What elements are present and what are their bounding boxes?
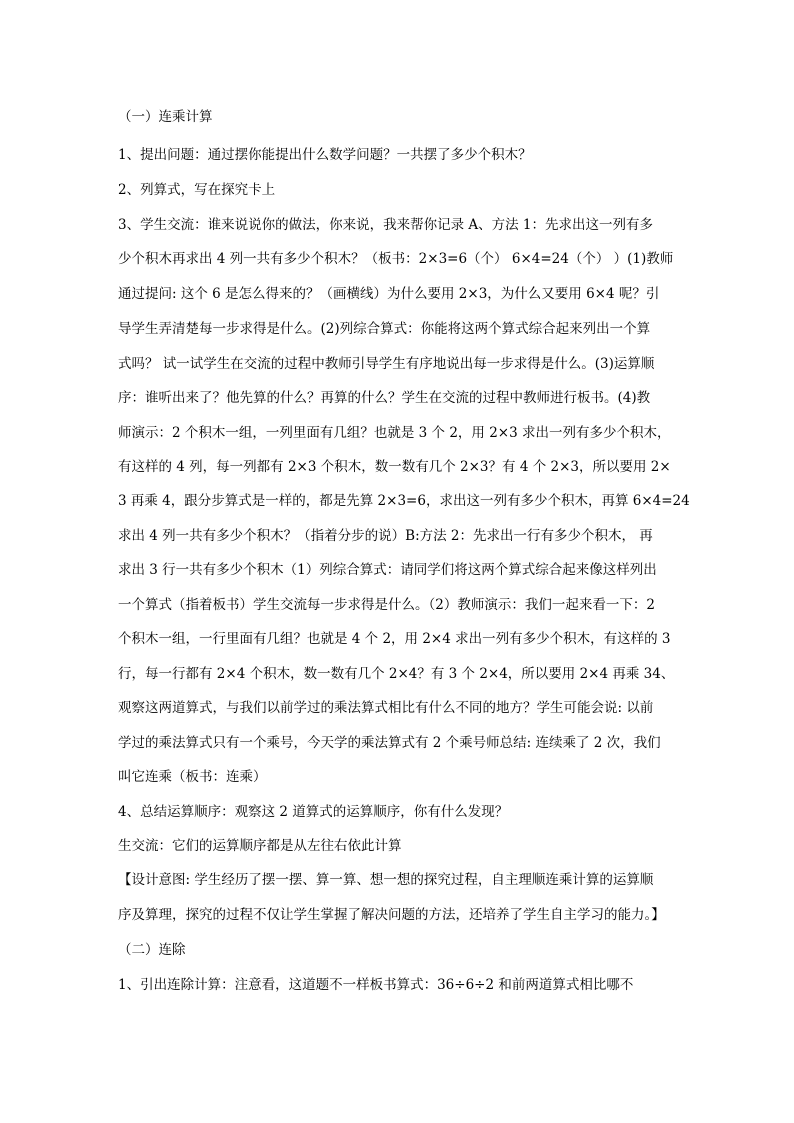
paragraph-line: 3、学生交流：谁来说说你的做法，你来说，我来帮你记录 A、方法 1：先求出这一列有多 <box>118 217 654 233</box>
section-heading: （二）连除 <box>118 942 186 958</box>
paragraph-line: 求出 4 列一共有多少个积木？（指着分步的说）B:方法 2：先求出一行有多少个积木， 再 <box>118 528 653 544</box>
paragraph-line: 生交流：它们的运算顺序都是从左往右依此计算 <box>118 838 402 854</box>
paragraph-line: 4、总结运算顺序：观察这 2 道算式的运算顺序，你有什么发现？ <box>118 804 509 820</box>
paragraph-line: 观察这两道算式，与我们以前学过的乘法算式相比有什么不同的地方？学生可能会说: 以前 <box>118 700 654 716</box>
paragraph-line: 1、引出连除计算：注意看，这道题不一样板书算式：36÷6÷2 和前两道算式相比哪不 <box>118 977 634 993</box>
design-intent-line: 序及算理，探究的过程不仅让学生掌握了解决问题的方法，还培养了学生自主学习的能力。】 <box>118 907 665 923</box>
paragraph-line: 1、提出问题：通过摆你能提出什么数学问题？一共摆了多少个积木？ <box>118 147 532 163</box>
paragraph-line: 学过的乘法算式只有一个乘号，今天学的乘法算式有 2 个乘号师总结: 连续乘了 2 次，我们 <box>118 735 661 751</box>
paragraph-line: 个积木一组，一行里面有几组？也就是 4 个 2，用 2×4 求出一列有多少个积木，有这样的 3 <box>118 631 671 647</box>
paragraph-line: 叫它连乘（板书：连乘） <box>118 769 267 785</box>
paragraph-line: 3 再乘 4，跟分步算式是一样的，都是先算 2×3=6，求出这一列有多少个积木，再算 6×4=24 <box>118 493 690 509</box>
design-intent-line: 【设计意图: 学生经历了摆一摆、算一算、想一想的探究过程，自主理顺连乘计算的运算顺 <box>118 872 654 888</box>
paragraph-line: 通过提问: 这个 6 是怎么得来的？（画横线）为什么要用 2×3，为什么又要用 6×4 呢？引 <box>118 286 660 302</box>
paragraph-line: 序：谁听出来了？他先算的什么？再算的什么？学生在交流的过程中教师进行板书。(4)教 <box>118 390 651 406</box>
paragraph-line: 2、列算式，写在探究卡上 <box>118 182 276 198</box>
paragraph-line: 式吗？ 试一试学生在交流的过程中教师引导学生有序地说出每一步求得是什么。(3)运算顺 <box>118 356 655 372</box>
paragraph-line: 导学生弄清楚每一步求得是什么。(2)列综合算式：你能将这两个算式综合起来列出一个算 <box>118 321 651 337</box>
paragraph-line: 有这样的 4 列，每一列都有 2×3 个积木，数一数有几个 2×3？有 4 个 2×3，所以要用 2× <box>118 459 671 475</box>
section-heading: （一）连乘计算 <box>118 109 213 125</box>
paragraph-line: 求出 3 行一共有多少个积木（1）列综合算式：请同学们将这两个算式综合起来像这样列出 <box>118 562 657 578</box>
paragraph-line: 行，每一行都有 2×4 个积木，数一数有几个 2×4？有 3 个 2×4，所以要用 2×4 再乘 34、 <box>118 666 675 682</box>
paragraph-line: 师演示：2 个积木一组，一列里面有几组？也就是 3 个 2，用 2×3 求出一列有多少个积木， <box>118 425 671 441</box>
paragraph-line: 少个积木再求出 4 列一共有多少个积木？（板书：2×3=6（个） 6×4=24（个） ）(1)教师 <box>118 251 674 267</box>
paragraph-line: 一个算式（指着板书）学生交流每一步求得是什么。（2）教师演示：我们一起来看一下：2 <box>118 597 655 613</box>
